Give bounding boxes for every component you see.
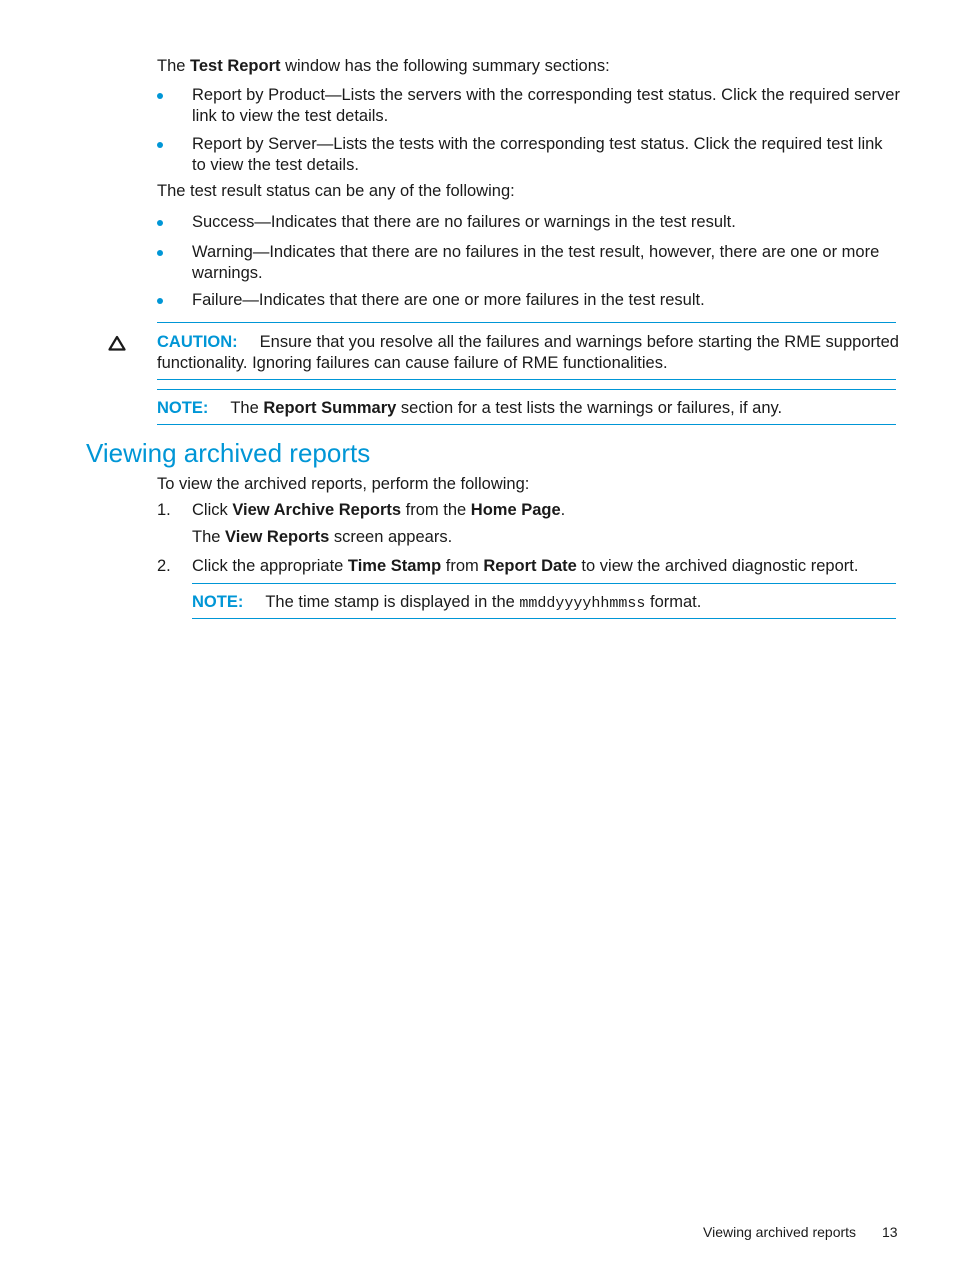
note-label: NOTE:: [192, 593, 244, 611]
note-bottom-rule: [192, 618, 896, 619]
section-item-text: to view the test details.: [192, 156, 359, 174]
step-text: Click: [192, 501, 233, 519]
note-text-end: section for a test lists the warnings or failures, if any.: [396, 399, 783, 417]
note-text: The: [230, 399, 264, 417]
bullet-icon: [157, 93, 163, 99]
view-intro: To view the archived reports, perform the following:: [157, 475, 530, 493]
step-text: from: [441, 557, 484, 575]
step-text: screen appears.: [329, 528, 453, 546]
caution-text: Ensure that you resolve all the failures and warnings before starting the RME supported: [259, 333, 899, 351]
step-bold: View Reports: [225, 528, 330, 546]
section-item-product-cont: [192, 106, 388, 127]
status-item-warning-cont: warnings.: [192, 264, 263, 282]
step-number: 2.: [157, 557, 171, 575]
note-time-stamp: [192, 592, 701, 614]
status-item-failure: Failure—Indicates that there are one or more failures in the test result.: [192, 291, 705, 309]
section-item-server: [192, 134, 883, 155]
note-report-summary: [157, 398, 782, 419]
note-top-rule: [192, 583, 896, 584]
step-bold: Report Date: [483, 557, 577, 575]
caution-top-rule: [157, 322, 896, 323]
intro-paragraph: [157, 56, 610, 77]
status-intro: The test result status can be any of the following:: [157, 182, 515, 200]
note-bottom-rule: [157, 424, 896, 425]
step-1-result: [192, 527, 452, 548]
bullet-icon: [157, 298, 163, 304]
status-item-warning: Warning—Indicates that there are no failures in the test result, however, there are one or more: [192, 243, 880, 261]
section-item-text: link to view the test details.: [192, 107, 389, 125]
section-item-text: Report by Server—Lists the tests with the corresponding test status. Click the required test link: [192, 135, 883, 153]
note-code: mmddyyyyhhmmss: [519, 595, 646, 612]
step-1: [192, 500, 565, 521]
note-label: NOTE:: [157, 399, 209, 417]
step-text: to view the archived diagnostic report.: [576, 557, 859, 575]
step-bold: Home Page: [470, 501, 561, 519]
note-text: The time stamp is displayed in the: [265, 593, 520, 611]
note-text-end: format.: [645, 593, 702, 611]
step-bold: View Archive Reports: [232, 501, 402, 519]
step-text: .: [560, 501, 566, 519]
step-text: from the: [401, 501, 471, 519]
step-text: Click the appropriate: [192, 557, 348, 575]
step-number: 1.: [157, 501, 171, 519]
section-heading: Viewing archived reports: [86, 438, 371, 468]
page-number: 13: [882, 1224, 898, 1240]
status-item-success: Success—Indicates that there are no failures or warnings in the test result.: [192, 213, 736, 231]
caution-bottom-rule: [157, 379, 896, 380]
section-item-product: [192, 85, 900, 106]
step-text: The: [192, 528, 226, 546]
section-item-server-cont: [192, 155, 359, 176]
section-item-text: Report by Product—Lists the servers with the corresponding test status. Click the required server: [192, 86, 900, 104]
caution-line-2: functionality. Ignoring failures can cause failure of RME functionalities.: [157, 354, 668, 372]
bullet-icon: [157, 220, 163, 226]
note-bold: Report Summary: [263, 399, 397, 417]
step-bold: Time Stamp: [347, 557, 442, 575]
caution-triangle-icon: [108, 335, 126, 351]
intro-text-end: window has the following summary sections:: [280, 57, 610, 75]
note-top-rule: [157, 389, 896, 390]
caution-line-1: [157, 332, 899, 353]
bullet-icon: [157, 250, 163, 256]
footer-title: Viewing archived reports: [703, 1224, 857, 1240]
step-2: [192, 556, 858, 577]
bullet-icon: [157, 142, 163, 148]
intro-bold: Test Report: [190, 57, 281, 75]
caution-label: CAUTION:: [157, 333, 238, 351]
intro-text: The: [157, 57, 191, 75]
